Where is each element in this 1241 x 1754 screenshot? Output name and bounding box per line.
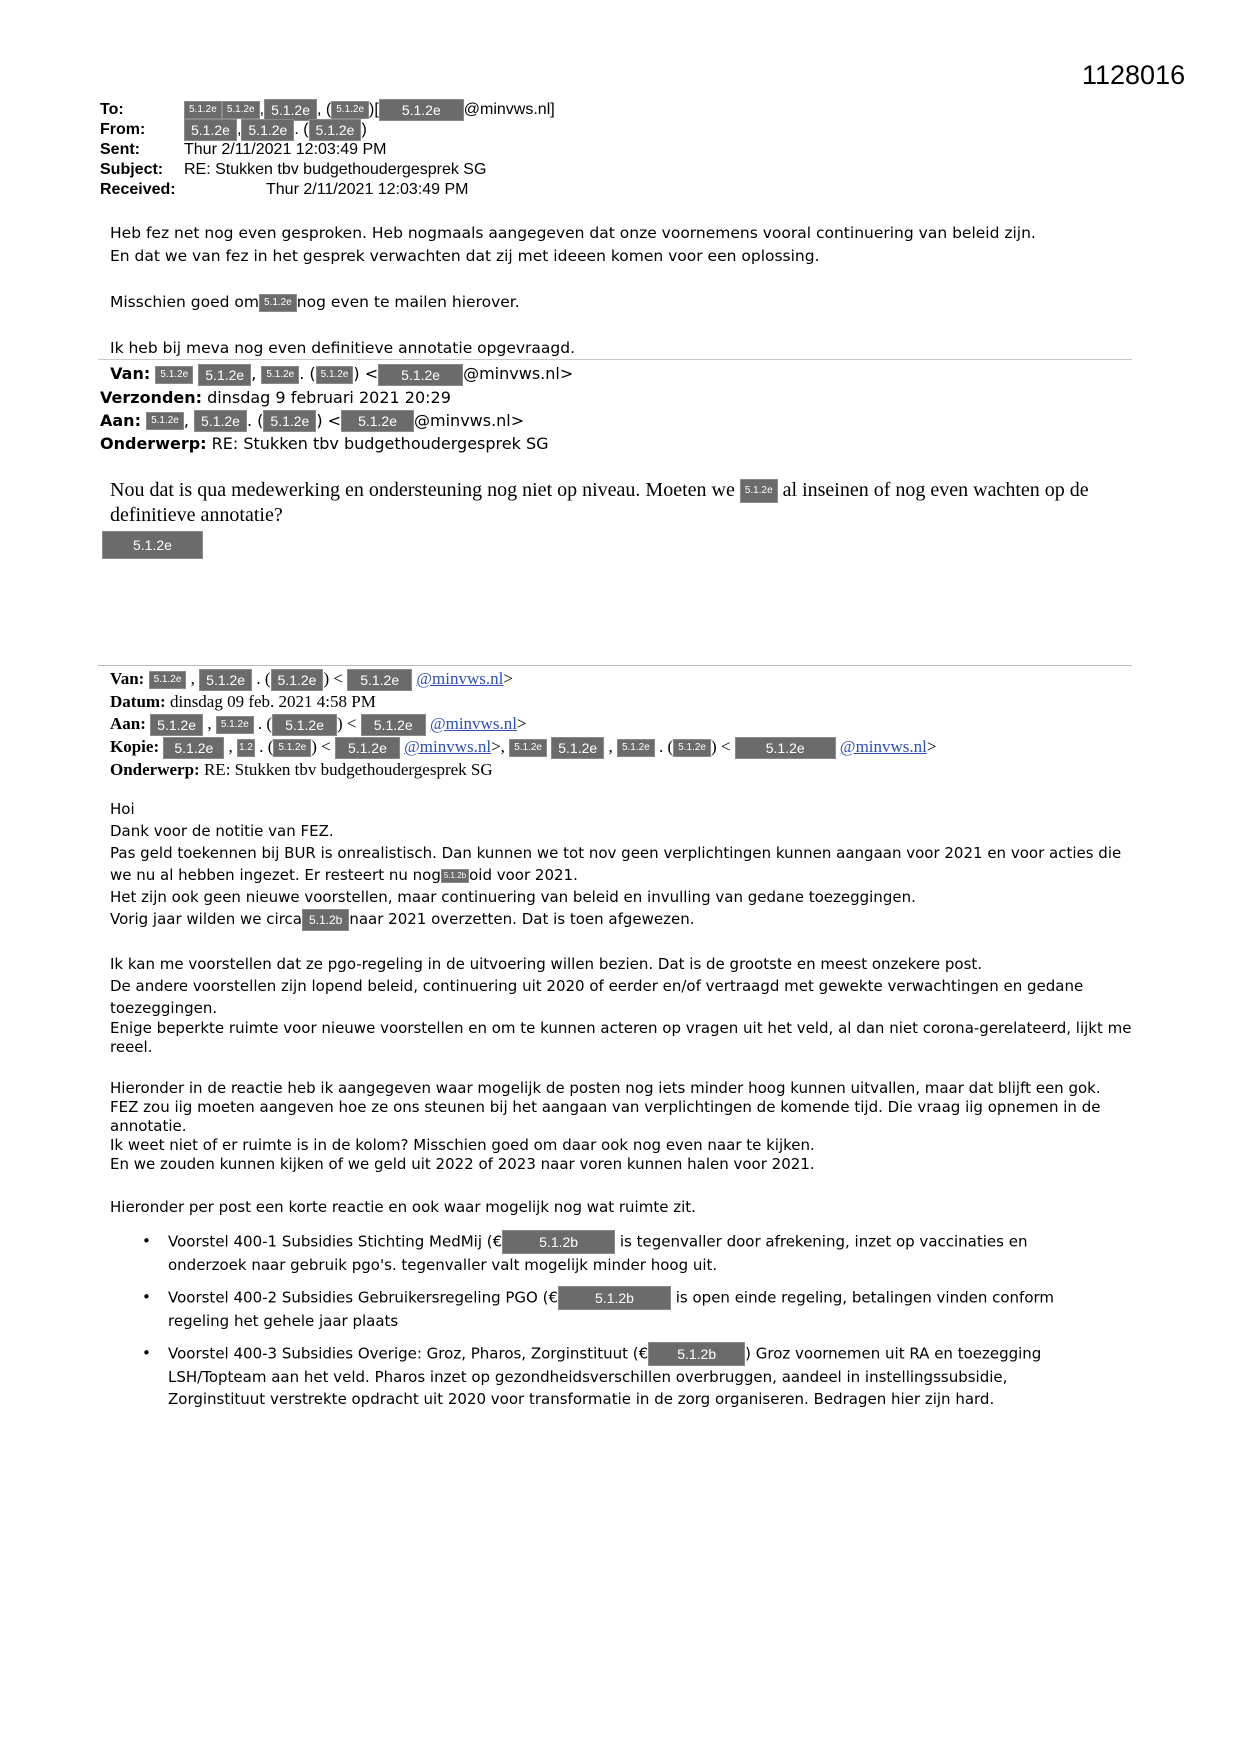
received-row (100, 180, 555, 200)
redaction: 5.1.2e (740, 479, 778, 503)
datum-label: Datum: (110, 692, 166, 712)
received-label: Received: (100, 181, 176, 198)
body-text: ) Groz voornemen uit RA en toezegging LSH/Topteam aan het veld. Pharos inzet op gezondheidsverschillen overbruggen, aandeel in instellingssubsidie, Zorginstituut verstrekte opdracht uit 2020 voor transformatie in de zorg organiseren. Bedragen hier zijn hard. (168, 1344, 1042, 1408)
body-line: Ik weet niet of er ruimte is in de kolom? Misschien goed om daar ook nog even naar te kijken. (110, 1135, 815, 1154)
body-text: Voorstel 400-3 Subsidies Overige: Groz, Pharos, Zorginstituut (€ (168, 1344, 649, 1362)
sent-row (100, 140, 555, 160)
body-line: Hoi (110, 800, 135, 818)
body-line: Hieronder in de reactie heb ik aangegeven waar mogelijk de posten nog iets minder hoog kunnen uitvallen, maar dat blijft een gok. (110, 1078, 1101, 1097)
from-row: From: 5.1.2e , 5.1.2e . ( 5.1.2e ) (100, 120, 555, 140)
email2-header (100, 362, 573, 455)
redaction: 5.1.2e (259, 294, 297, 312)
list-item (110, 1286, 1108, 1332)
redaction: 5.1.2e (199, 669, 252, 691)
to-row: To: 5.1.2e 5.1.2e , 5.1.2e , ( 5.1.2e )[ 5.1.2e @minvws.nl] (100, 100, 555, 120)
redaction: 5.1.2e (316, 366, 354, 384)
to-domain: @minvws.nl] (463, 101, 555, 118)
body-line: Hieronder per post een korte reactie en ook waar mogelijk nog wat ruimte zit. (110, 1197, 696, 1216)
redaction: 5.1.2b (648, 1342, 745, 1366)
onderwerp-row (110, 759, 936, 781)
kopie-row: Kopie: 5.1.2e , 1.2 . ( 5.1.2e ) < 5.1.2e @minvws.nl>, 5.1.2e 5.1.2e , 5.1.2e . ( 5.1.2e ) < 5.1.2e @minvws.nl> (110, 736, 936, 759)
document-id: 1128016 (1082, 60, 1186, 90)
body-line: Ik heb bij meva nog even definitieve annotatie opgevraagd. (110, 339, 575, 357)
body-text: Nou dat is qua medewerking en ondersteuning nog niet op niveau. Moeten we (110, 479, 735, 501)
subject-label: Subject: (100, 161, 164, 178)
body-text: Voorstel 400-2 Subsidies Gebruikersregeling PGO (€ (168, 1288, 559, 1306)
redaction: 5.1.2e (379, 99, 464, 121)
aan-row: Aan: 5.1.2e , 5.1.2e . ( 5.1.2e ) < 5.1.2e @minvws.nl> (100, 409, 573, 433)
onderwerp-value: RE: Stukken tbv budgethoudergesprek SG (203, 759, 493, 779)
van-domain: @minvws.nl> (463, 364, 574, 383)
datum-value: dinsdag 09 feb. 2021 4:58 PM (169, 692, 376, 712)
to-label: To: (100, 101, 124, 118)
body-text: Vorig jaar wilden we circa (110, 910, 302, 928)
body-text: nog even te mailen hierover. (296, 293, 520, 311)
onderwerp-row (100, 432, 573, 455)
onderwerp-label: Onderwerp: (110, 759, 200, 779)
redaction: 5.1.2e (509, 739, 547, 757)
redaction: 5.1.2e (735, 737, 836, 759)
separator-line (98, 359, 1132, 360)
body-text: Misschien goed om (110, 293, 259, 311)
redaction: 5.1.2e (261, 366, 299, 384)
subject-row (100, 160, 555, 180)
body-line: Ik kan me voorstellen dat ze pgo-regeling in de uitvoering willen bezien. Dat is de grootste en meest onzekere post. (110, 954, 983, 973)
body-line: Het zijn ook geen nieuwe voorstellen, maar continuering van beleid en invulling van gedane toezeggingen. (110, 888, 916, 906)
redaction: 5.1.2e (194, 410, 247, 432)
body-text: Voorstel 400-1 Subsidies Stichting MedMij (€ (168, 1232, 503, 1250)
redaction: 1.2 (237, 739, 255, 757)
redaction: 5.1.2e (222, 101, 260, 119)
redaction: 5.1.2e (673, 739, 711, 757)
redaction: 5.1.2b (502, 1230, 615, 1254)
subject-value: RE: Stukken tbv budgethoudergesprek SG (184, 161, 487, 178)
redaction: 5.1.2e (263, 410, 316, 432)
verzonden-label: Verzonden: (100, 387, 203, 407)
from-label: From: (100, 121, 146, 138)
proposal-list (110, 1230, 1140, 1410)
email-link[interactable]: @minvws.nl (404, 736, 492, 756)
body-line (110, 842, 1140, 886)
redaction: 5.1.2e (273, 739, 311, 757)
redaction: 5.1.2e (341, 410, 414, 432)
redaction: 5.1.2e (309, 119, 362, 141)
onderwerp-value: RE: Stukken tbv budgethoudergesprek SG (211, 434, 549, 453)
redaction: 5.1.2e (335, 737, 400, 759)
aan-domain: @minvws.nl> (414, 410, 525, 430)
redaction: 5.1.2e (272, 714, 337, 736)
redaction: 5.1.2e (271, 669, 324, 691)
redaction: 5.1.2e (378, 364, 463, 386)
redaction: 5.1.2e (163, 737, 224, 759)
aan-row: Aan: 5.1.2e , 5.1.2e . ( 5.1.2e ) < 5.1.2e @minvws.nl> (110, 713, 936, 736)
email-link[interactable]: @minvws.nl (416, 669, 504, 688)
body-line: Dank voor de notitie van FEZ. (110, 822, 334, 840)
body-line: Heb fez net nog even gesproken. Heb nogmaals aangegeven dat onze voornemens vooral continuering van beleid zijn. (110, 224, 1036, 242)
body-line (110, 291, 1130, 314)
email3-header (110, 668, 936, 780)
van-row: Van: 5.1.2e 5.1.2e , 5.1.2e . ( 5.1.2e ) < 5.1.2e @minvws.nl> (100, 362, 573, 386)
van-label: Van: (110, 364, 151, 383)
email-link[interactable]: @minvws.nl (839, 736, 927, 756)
body-line (110, 908, 1140, 931)
body-line: En dat we van fez in het gesprek verwachten dat zij met ideeen komen voor een oplossing. (110, 247, 820, 265)
redaction: 5.1.2b (558, 1286, 671, 1310)
onderwerp-label: Onderwerp: (100, 434, 207, 453)
redaction: 5.1.2e (149, 671, 187, 689)
verzonden-row (100, 386, 573, 409)
redaction: 5.1.2e (184, 101, 222, 119)
aan-label: Aan: (100, 410, 141, 430)
body-text: oid voor 2021. (469, 866, 578, 884)
verzonden-value: dinsdag 9 februari 2021 20:29 (207, 387, 451, 407)
body-text: al inseinen of nog even wachten op de definitieve annotatie? (110, 479, 1089, 527)
list-item (110, 1230, 1108, 1276)
redaction: 5.1.2b (441, 869, 469, 883)
redaction: 5.1.2e (184, 119, 237, 141)
body-text: is open einde regeling, betalingen vinden conform regeling het gehele jaar plaats (168, 1288, 1055, 1330)
email1-body (110, 222, 1130, 360)
datum-row (110, 691, 936, 713)
body-line: Enige beperkte ruimte voor nieuwe voorstellen en om te kunnen acteren op vragen uit het veld, al dan niet corona-gerelateerd, lijkt me reeel. (110, 1018, 1132, 1056)
redaction: 5.1.2e (264, 99, 317, 121)
separator-line (98, 665, 1132, 666)
sent-value: Thur 2/11/2021 12:03:49 PM (184, 141, 387, 158)
body-text: is tegenvaller door afrekening, inzet op vaccinaties en onderzoek naar gebruik pgo's. tegenvaller valt mogelijk minder hoog uit. (168, 1232, 1028, 1274)
body-text: naar 2021 overzetten. Dat is toen afgewezen. (349, 910, 695, 928)
redaction: 5.1.2e (146, 412, 184, 430)
sent-label: Sent: (100, 141, 140, 158)
received-value: Thur 2/11/2021 12:03:49 PM (266, 181, 469, 198)
redaction: 5.1.2e (150, 714, 203, 736)
van-label: Van: (110, 669, 145, 688)
signature-redaction: 5.1.2e (102, 531, 203, 559)
body-line: En we zouden kunnen kijken of we geld uit 2022 of 2023 naar voren kunnen halen voor 2021. (110, 1154, 815, 1173)
redaction: 5.1.2e (155, 366, 193, 384)
email3-body (110, 798, 1140, 1420)
redaction: 5.1.2e (347, 669, 412, 691)
email-link[interactable]: @minvws.nl (429, 713, 517, 733)
list-item (110, 1342, 1108, 1410)
redaction: 5.1.2e (241, 119, 294, 141)
redaction: 5.1.2e (198, 364, 251, 386)
body-line: De andere voorstellen zijn lopend beleid, continuering uit 2020 of eerder en/of vertraagd met gewekte verwachtingen en gedane toezeggingen. (110, 976, 1084, 1017)
body-text: Pas geld toekennen bij BUR is onrealistisch. Dan kunnen we tot nov geen verplichtingen kunnen aangaan voor 2021 en voor acties die we nu al hebben ingezet. Er resteert nu nog (110, 844, 1122, 884)
email2-body (110, 478, 1140, 559)
redaction: 5.1.2e (331, 101, 369, 119)
redaction: 5.1.2b (302, 909, 349, 931)
redaction: 5.1.2e (551, 737, 604, 759)
redaction: 5.1.2e (216, 716, 254, 734)
email1-header (100, 100, 555, 200)
redaction: 5.1.2e (361, 714, 426, 736)
aan-label: Aan: (110, 713, 146, 733)
van-row: Van: 5.1.2e , 5.1.2e . ( 5.1.2e ) < 5.1.2e @minvws.nl> (110, 668, 936, 691)
redaction: 5.1.2e (617, 739, 655, 757)
kopie-label: Kopie: (110, 736, 160, 756)
body-line: FEZ zou iig moeten aangeven hoe ze ons steunen bij het aangaan van verplichtingen de komende tijd. Die vraag iig opnemen in de annotatie. (110, 1097, 1101, 1135)
